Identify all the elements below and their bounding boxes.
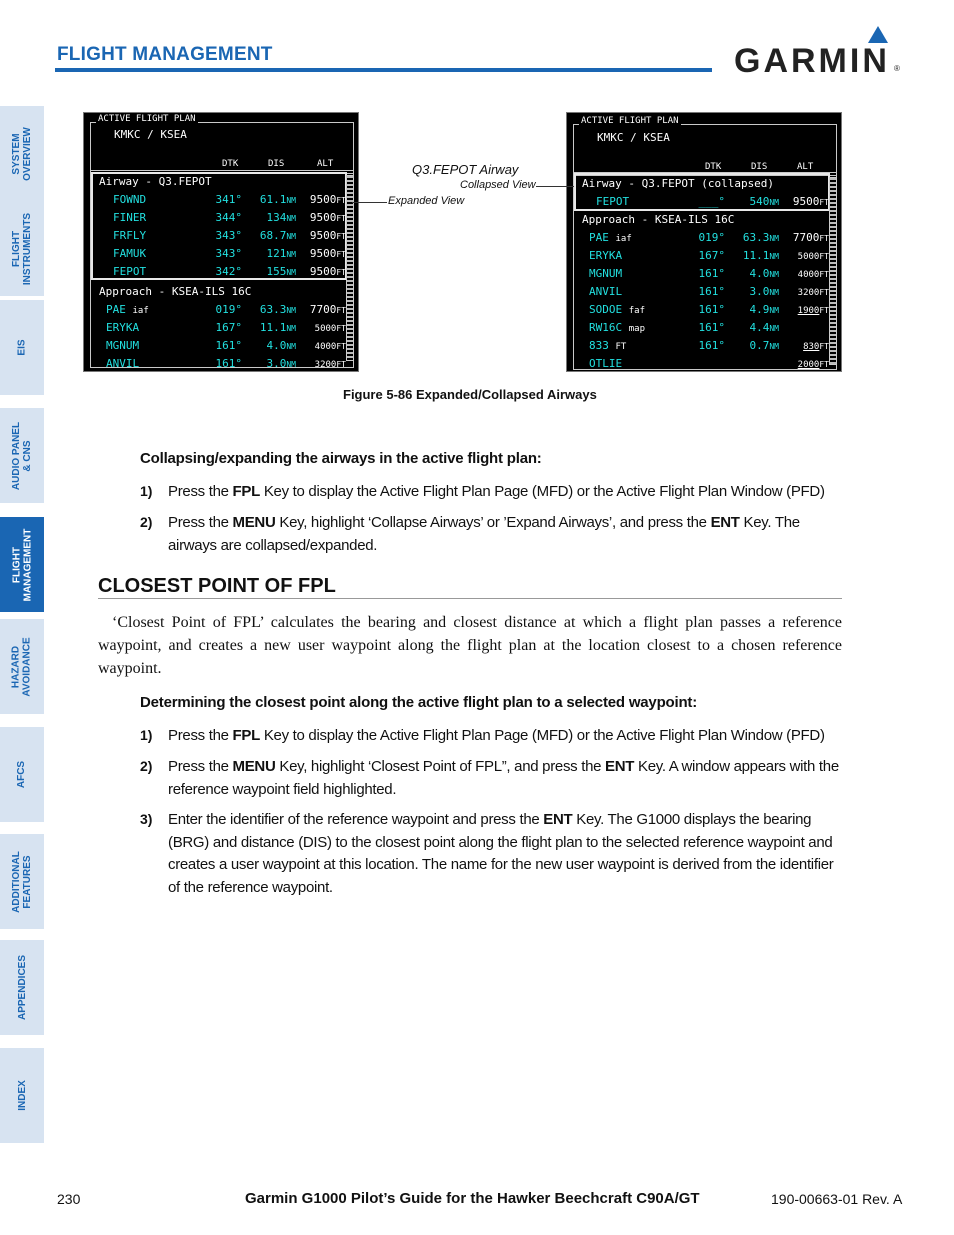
- waypoint-id: FRFLY: [113, 229, 147, 242]
- alt-unit: FT: [819, 306, 829, 315]
- dis-cell: [727, 267, 779, 280]
- section-heading: CLOSEST POINT OF FPL: [98, 575, 336, 597]
- leader-collapsed: [536, 186, 574, 187]
- waypoint-cell: [113, 229, 146, 242]
- alt-unit: FT: [336, 342, 346, 351]
- dtk-value: 019°: [215, 303, 242, 316]
- waypoint-id: ERYKA: [106, 321, 140, 334]
- footer-title: Garmin G1000 Pilot’s Guide for the Hawker Beechcraft C90A/GT: [245, 1190, 700, 1207]
- side-tab-item[interactable]: [0, 940, 44, 1035]
- alt-unit: FT: [819, 270, 829, 279]
- dis-value: 4.9: [749, 303, 770, 316]
- col-alt: ALT: [317, 159, 334, 169]
- dis-cell: [244, 229, 296, 242]
- fpl-row[interactable]: [84, 339, 360, 355]
- step-text: [168, 725, 842, 748]
- key-name: ENT: [710, 514, 740, 531]
- alt-cell: [773, 303, 829, 316]
- alt-cell: [773, 285, 829, 298]
- step-text-part: Press the: [168, 758, 233, 775]
- waypoint-id: ANVIL: [589, 285, 623, 298]
- step-number: 1): [140, 483, 153, 499]
- side-tab-label: APPENDICES: [16, 954, 28, 1021]
- waypoint-id: OTLIE: [589, 357, 623, 370]
- screen-title: ACTIVE FLIGHT PLAN: [581, 116, 679, 126]
- airway-header-row: [84, 175, 360, 191]
- alt-value: 9500: [309, 265, 337, 278]
- dis-value: 68.7: [259, 229, 287, 242]
- side-tab-label: EIS: [16, 339, 28, 356]
- side-tab-item[interactable]: [0, 619, 44, 714]
- fpl-row[interactable]: [567, 249, 843, 265]
- alt-cell: [773, 195, 829, 208]
- fpl-row[interactable]: [567, 321, 843, 337]
- dis-unit: NM: [286, 214, 296, 223]
- alt-unit: FT: [819, 288, 829, 297]
- screen-route: KMKC / KSEA: [114, 128, 187, 141]
- dtk-value: 161°: [698, 267, 725, 280]
- alt-value: 2000: [797, 360, 820, 370]
- waypoint-id: 833: [589, 339, 609, 352]
- waypoint-cell: [106, 339, 139, 352]
- waypoint-cell: [589, 303, 645, 316]
- dis-value: 121: [266, 247, 287, 260]
- step-number: 1): [140, 727, 153, 743]
- fpl-row[interactable]: [84, 229, 360, 245]
- col-dtk: DTK: [222, 159, 239, 169]
- dis-value: 63.3: [742, 231, 770, 244]
- dtk-value: 167°: [215, 321, 242, 334]
- step-number: 2): [140, 514, 153, 530]
- dtk-value: 343°: [215, 229, 242, 242]
- col-dis: DIS: [751, 162, 768, 172]
- alt-unit: FT: [819, 342, 829, 351]
- side-tab-item[interactable]: [0, 834, 44, 929]
- alt-unit: FT: [819, 360, 829, 369]
- waypoint-id: PAE: [106, 303, 126, 316]
- step-text-part: Key. A window appears with the reference waypoint field highlighted.: [168, 758, 839, 798]
- waypoint-id: ANVIL: [106, 357, 140, 370]
- dis-value: 4.0: [266, 339, 287, 352]
- side-tab-label: HAZARD AVOIDANCE: [11, 636, 34, 697]
- step-text-part: Press the: [168, 514, 233, 531]
- waypoint-cell: [106, 321, 139, 334]
- step-text-part: Key, highlight ‘Collapse Airways’ or ’Expand Airways’, and press the: [275, 514, 711, 531]
- col-alt: ALT: [797, 162, 814, 172]
- waypoint-cell: [106, 357, 139, 370]
- dis-value: 11.1: [742, 249, 770, 262]
- alt-cell: [773, 267, 829, 280]
- waypoint-cell: [589, 357, 622, 370]
- dis-value: 0.7: [749, 339, 770, 352]
- screen-collapsed-view: [566, 112, 842, 372]
- alt-cell: [290, 357, 346, 370]
- waypoint-cell: [589, 231, 632, 244]
- waypoint-id: FEPOT: [596, 195, 630, 208]
- side-tab-item[interactable]: [0, 201, 44, 296]
- alt-unit: FT: [336, 360, 346, 369]
- waypoint-cell: [596, 195, 629, 208]
- side-tab-item[interactable]: [0, 106, 44, 201]
- approach-header: Approach - KSEA-ILS 16C: [582, 213, 735, 226]
- dis-value: 155: [266, 265, 287, 278]
- section-rule: [98, 598, 842, 599]
- waypoint-cell: [113, 265, 146, 278]
- waypoint-cell: [113, 211, 146, 224]
- alt-value: 1900: [797, 306, 820, 316]
- alt-cell: [290, 303, 346, 316]
- dis-value: 4.4: [749, 321, 770, 334]
- dis-unit: NM: [769, 306, 779, 315]
- dtk-value: 342°: [215, 265, 242, 278]
- waypoint-cell: [113, 247, 146, 260]
- dtk-value: 167°: [698, 249, 725, 262]
- col-dtk: DTK: [705, 162, 722, 172]
- dis-cell: [727, 285, 779, 298]
- dtk-value: 161°: [698, 285, 725, 298]
- step-text-part: Key to display the Active Flight Plan Page (MFD) or the Active Flight Plan Window (PFD): [259, 727, 825, 744]
- side-tab-item[interactable]: [0, 300, 44, 395]
- screen-expanded-view: [83, 112, 359, 372]
- step-text-part: Press the: [168, 727, 233, 744]
- step-text: [168, 481, 842, 504]
- side-tab-label: AFCS: [16, 760, 28, 789]
- dis-unit: NM: [286, 306, 296, 315]
- waypoint-cell: [589, 267, 622, 280]
- key-name: ENT: [543, 811, 573, 828]
- alt-value: 9500: [309, 211, 337, 224]
- dis-cell: [244, 247, 296, 260]
- step-number: 2): [140, 758, 153, 774]
- fpl-row[interactable]: [567, 231, 843, 247]
- logo-delta-icon: [868, 26, 888, 43]
- alt-value: 7700: [792, 231, 820, 244]
- alt-value: 830: [803, 342, 820, 352]
- side-tab-item[interactable]: [0, 727, 44, 822]
- alt-cell: [773, 339, 829, 352]
- page-number: 230: [57, 1191, 81, 1207]
- alt-unit: FT: [336, 250, 346, 259]
- dis-unit: NM: [769, 252, 779, 261]
- logo-registered-mark: ®: [894, 64, 900, 73]
- airway-header: Airway - Q3.FEPOT: [99, 175, 212, 188]
- fpl-row[interactable]: [567, 285, 843, 301]
- footer-doc-number: 190-00663-01 Rev. A: [771, 1191, 903, 1207]
- step-text-part: Press the: [168, 483, 233, 500]
- dis-unit: NM: [286, 232, 296, 241]
- dtk-value: 161°: [698, 339, 725, 352]
- side-tab-item[interactable]: [0, 408, 44, 503]
- fpl-row[interactable]: [567, 195, 843, 211]
- waypoint-cell: [589, 285, 622, 298]
- alt-cell: [290, 247, 346, 260]
- alt-cell: [290, 265, 346, 278]
- waypoint-id: PAE: [589, 231, 609, 244]
- approach-header: Approach - KSEA-ILS 16C: [99, 285, 252, 298]
- key-name: ENT: [605, 758, 635, 775]
- dis-value: 540: [749, 195, 770, 208]
- key-name: MENU: [232, 514, 276, 531]
- header-rule: [55, 68, 712, 72]
- waypoint-id: FEPOT: [113, 265, 147, 278]
- fpl-row[interactable]: [84, 265, 360, 281]
- dis-value: 134: [266, 211, 287, 224]
- step-number: 3): [140, 811, 153, 827]
- screen-route: KMKC / KSEA: [597, 131, 670, 144]
- garmin-logo: [734, 24, 904, 80]
- dis-unit: NM: [286, 360, 296, 369]
- dtk-value: 343°: [215, 247, 242, 260]
- dis-cell: [727, 321, 779, 334]
- side-tab-label: FLIGHT INSTRUMENTS: [11, 212, 34, 285]
- alt-cell: [290, 229, 346, 242]
- dtk-value: 161°: [698, 321, 725, 334]
- section-title: FLIGHT MANAGEMENT: [57, 44, 273, 65]
- waypoint-suffix: map: [628, 324, 646, 334]
- waypoint-id: FINER: [113, 211, 147, 224]
- dis-cell: [727, 339, 779, 352]
- dis-cell: [244, 303, 296, 316]
- alt-unit: FT: [336, 306, 346, 315]
- alt-cell: [290, 193, 346, 206]
- waypoint-suffix: iaf: [615, 234, 632, 244]
- leader-expanded: [352, 202, 387, 203]
- dis-cell: [244, 357, 296, 370]
- alt-value: 9500: [309, 247, 337, 260]
- fpl-row[interactable]: [567, 303, 843, 319]
- dis-unit: NM: [769, 198, 779, 207]
- alt-unit: FT: [336, 324, 346, 333]
- dis-unit: NM: [769, 234, 779, 243]
- key-name: MENU: [232, 758, 276, 775]
- fpl-row[interactable]: [567, 339, 843, 355]
- dtk-value: 344°: [215, 211, 242, 224]
- alt-value: 3200: [797, 288, 820, 298]
- side-tab-label: SYSTEM OVERVIEW: [11, 126, 33, 181]
- dis-value: 3.0: [749, 285, 770, 298]
- fpl-row[interactable]: [84, 321, 360, 337]
- fpl-row[interactable]: [84, 247, 360, 263]
- fpl-row[interactable]: [84, 193, 360, 209]
- step-text-part: Key, highlight ‘Closest Point of FPL”, and press the: [275, 758, 606, 775]
- alt-value: 4000: [314, 342, 337, 352]
- callout-expanded: Expanded View: [388, 195, 465, 207]
- airway-header: Airway - Q3.FEPOT (collapsed): [582, 177, 775, 190]
- step-text: [168, 809, 842, 899]
- step-text: [168, 756, 842, 801]
- alt-cell: [773, 357, 829, 370]
- dis-value: 4.0: [749, 267, 770, 280]
- dis-unit: NM: [769, 342, 779, 351]
- dis-cell: [727, 231, 779, 244]
- alt-unit: FT: [336, 232, 346, 241]
- alt-cell: [290, 321, 346, 334]
- dis-cell: [244, 211, 296, 224]
- alt-cell: [290, 339, 346, 352]
- dis-value: 63.3: [259, 303, 287, 316]
- fpl-row[interactable]: [567, 267, 843, 283]
- dis-cell: [727, 303, 779, 316]
- waypoint-id: MGNUM: [589, 267, 623, 280]
- side-tab-label: FLIGHT MANAGEMENT: [11, 528, 33, 601]
- fpl-row[interactable]: [84, 357, 360, 373]
- alt-unit: FT: [336, 196, 346, 205]
- waypoint-cell: [589, 249, 622, 262]
- dis-value: 61.1: [259, 193, 287, 206]
- alt-unit: FT: [819, 198, 829, 207]
- alt-cell: [773, 231, 829, 244]
- dtk-value: 161°: [215, 339, 242, 352]
- figure-caption: Figure 5-86 Expanded/Collapsed Airways: [343, 387, 597, 402]
- alt-unit: FT: [819, 252, 829, 261]
- dtk-value: 341°: [215, 193, 242, 206]
- alt-value: 3200: [314, 360, 337, 370]
- dis-cell: [244, 339, 296, 352]
- dis-unit: NM: [286, 196, 296, 205]
- waypoint-id: FOWND: [113, 193, 147, 206]
- callout-airway: Q3.FEPOT Airway: [412, 162, 519, 177]
- waypoint-cell: [113, 193, 146, 206]
- dis-unit: NM: [286, 250, 296, 259]
- dis-cell: [244, 193, 296, 206]
- proc1-title: Collapsing/expanding the airways in the active flight plan:: [140, 450, 542, 467]
- key-name: FPL: [232, 483, 260, 500]
- section-paragraph: ‘Closest Point of FPL’ calculates the bearing and closest distance at which a flight plan passes a reference waypoint, and creates a new user waypoint along the flight plan at the location closest to a chosen reference waypoint.: [98, 614, 842, 677]
- side-tab-label: INDEX: [16, 1080, 28, 1111]
- alt-value: 9500: [309, 229, 337, 242]
- alt-value: 4000: [797, 270, 820, 280]
- dis-unit: NM: [769, 288, 779, 297]
- waypoint-cell: [589, 339, 626, 352]
- alt-value: 5000: [797, 252, 820, 262]
- dis-value: 11.1: [259, 321, 287, 334]
- dis-cell: [244, 265, 296, 278]
- side-tab-label: ADDITIONAL FEATURES: [11, 850, 34, 913]
- side-tab-label: AUDIO PANEL & CNS: [11, 421, 33, 490]
- alt-unit: FT: [336, 268, 346, 277]
- fpl-row[interactable]: [567, 357, 843, 373]
- alt-value: 9500: [792, 195, 820, 208]
- waypoint-cell: [106, 303, 149, 316]
- waypoint-id: ERYKA: [589, 249, 623, 262]
- alt-unit: FT: [336, 214, 346, 223]
- dis-cell: [727, 249, 779, 262]
- step-text-part: Key. The G1000 displays the bearing (BRG) and distance (DIS) to the closest point along the flight plan to the selected reference waypoint and creates a user waypoint at this location. The name for the new user waypoint is derived from the identifier of the reference waypoint.: [168, 811, 834, 896]
- step-text: [168, 512, 842, 557]
- logo-wordmark: GARMIN: [734, 42, 890, 80]
- side-tab-item[interactable]: [0, 517, 44, 612]
- waypoint-suffix: FT: [615, 342, 627, 352]
- dis-unit: NM: [769, 270, 779, 279]
- alt-unit: FT: [819, 234, 829, 243]
- airway-header-row: [567, 177, 843, 193]
- dtk-value: 019°: [698, 231, 725, 244]
- dis-unit: NM: [286, 268, 296, 277]
- waypoint-id: MGNUM: [106, 339, 140, 352]
- dis-cell: [244, 321, 296, 334]
- alt-value: 7700: [309, 303, 337, 316]
- dis-unit: NM: [769, 324, 779, 333]
- step-text-part: Enter the identifier of the reference waypoint and press the: [168, 811, 544, 828]
- step-text-part: Key to display the Active Flight Plan Page (MFD) or the Active Flight Plan Window (PFD): [259, 483, 825, 500]
- alt-cell: [773, 249, 829, 262]
- approach-header-row: [84, 285, 360, 301]
- step-text-part: Key. The airways are collapsed/expanded.: [168, 514, 800, 554]
- alt-value: 9500: [309, 193, 337, 206]
- waypoint-cell: [589, 321, 645, 334]
- approach-header-row: [567, 213, 843, 229]
- side-tab-item[interactable]: [0, 1048, 44, 1143]
- waypoint-id: RW16C: [589, 321, 623, 334]
- screen-title: ACTIVE FLIGHT PLAN: [98, 114, 196, 124]
- dtk-value: 161°: [215, 357, 242, 370]
- waypoint-id: SODOE: [589, 303, 623, 316]
- waypoint-id: FAMUK: [113, 247, 147, 260]
- fpl-row[interactable]: [84, 211, 360, 227]
- callout-collapsed: Collapsed View: [460, 179, 536, 191]
- alt-cell: [290, 211, 346, 224]
- dtk-value: 161°: [698, 303, 725, 316]
- col-dis: DIS: [268, 159, 285, 169]
- waypoint-suffix: iaf: [132, 306, 149, 316]
- waypoint-suffix: faf: [628, 306, 646, 316]
- dis-unit: NM: [286, 324, 296, 333]
- key-name: FPL: [232, 727, 260, 744]
- dis-cell: [727, 195, 779, 208]
- dis-value: 3.0: [266, 357, 287, 370]
- dtk-value: ___°: [698, 195, 725, 208]
- dis-unit: NM: [286, 342, 296, 351]
- fpl-row[interactable]: [84, 303, 360, 319]
- proc2-title: Determining the closest point along the active flight plan to a selected waypoint:: [140, 694, 698, 711]
- alt-value: 5000: [314, 324, 337, 334]
